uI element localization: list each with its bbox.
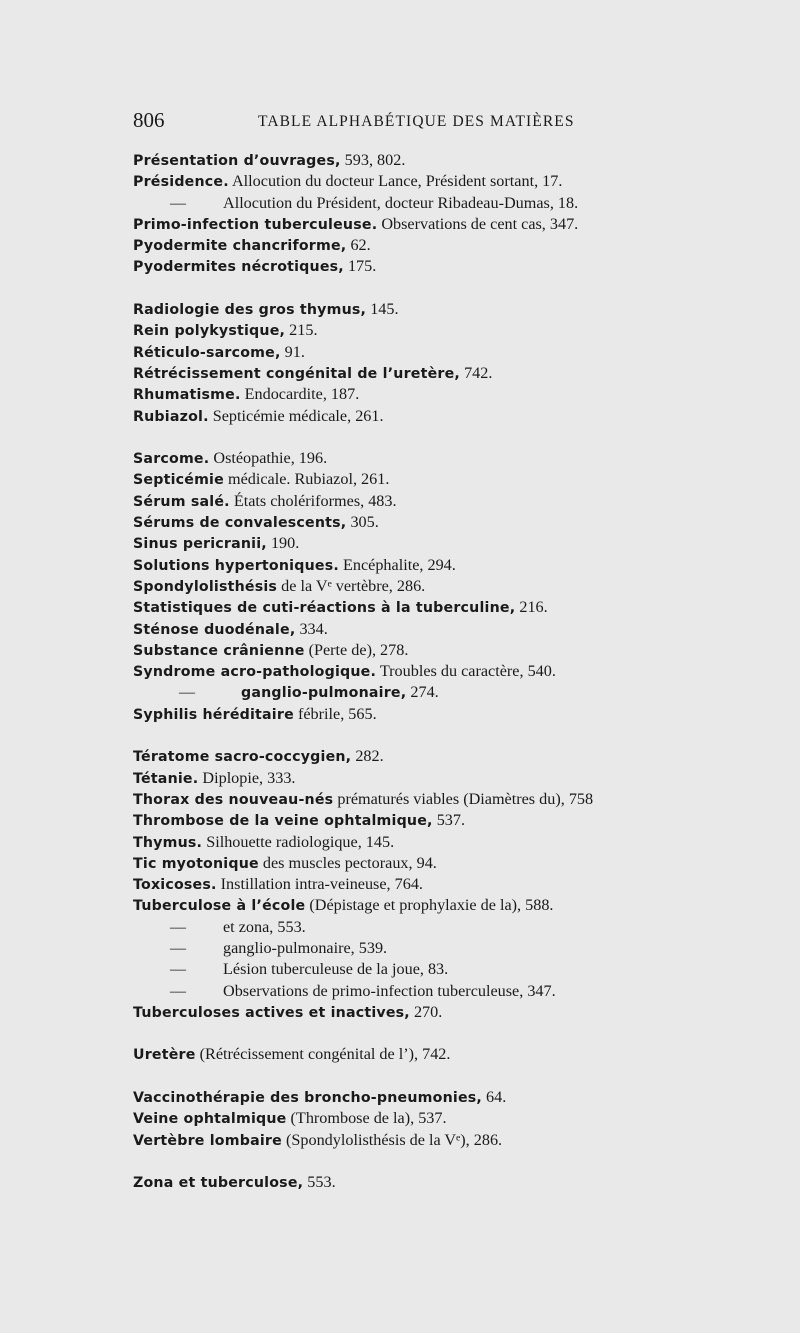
entry-text: 64. <box>482 1088 507 1107</box>
entry-text: Lésion tuberculeuse de la joue, 83. <box>223 960 449 979</box>
entry-text: 91. <box>280 342 305 361</box>
index-entry <box>133 406 773 427</box>
index-entry <box>133 1044 773 1065</box>
entry-heading: Vertèbre lombaire <box>133 1132 282 1149</box>
entry-heading: Spondylolisthésis <box>133 578 278 595</box>
ditto-dash: — <box>170 982 186 1000</box>
entry-heading: Thorax des nouveau-nés <box>133 791 334 808</box>
entry-heading: Sarcome. <box>133 451 210 468</box>
entry-heading: Pyodermites nécrotiques, <box>133 259 344 276</box>
index-entry <box>133 171 773 192</box>
entry-text: États cholériformes, 483. <box>229 491 397 510</box>
entry-heading: Veine ophtalmique <box>133 1111 287 1128</box>
index-entry <box>133 768 773 789</box>
entry-heading: Sérum salé. <box>133 493 230 510</box>
index-entry <box>133 1108 773 1129</box>
index-entry <box>133 597 773 618</box>
index-entry <box>133 299 773 320</box>
entry-text: Encéphalite, 294. <box>338 555 456 574</box>
page-header <box>133 108 693 138</box>
entry-heading: Rhumatisme. <box>133 387 241 404</box>
index-entry <box>133 512 773 533</box>
entry-text: médicale. Rubiazol, 261. <box>223 470 390 489</box>
ditto-dash: — <box>170 939 186 957</box>
entry-heading: Tétanie. <box>133 770 199 787</box>
index-entry <box>133 214 773 235</box>
section-gap <box>133 725 773 746</box>
entry-heading: Tic myotonique <box>133 855 259 872</box>
section-gap <box>133 278 773 299</box>
entry-text: des muscles pectoraux, 94. <box>258 853 437 872</box>
entry-text: 216. <box>515 598 548 617</box>
index-entry <box>133 832 773 853</box>
entry-text: 553. <box>303 1173 336 1192</box>
entry-heading: Tuberculose à l’école <box>133 898 306 915</box>
index-entry <box>133 150 773 171</box>
index-entry <box>133 576 773 597</box>
entry-heading: Tératome sacro-coccygien, <box>133 749 352 766</box>
index-entry <box>133 555 773 576</box>
entry-heading: Uretère <box>133 1047 196 1064</box>
entry-text: 593, 802. <box>340 151 406 169</box>
ditto-dash: — <box>179 684 195 702</box>
entry-text: Observations de cent cas, 347. <box>377 214 579 233</box>
entry-text: 190. <box>266 534 300 553</box>
entry-heading: Syndrome acro-pathologique. <box>133 664 377 681</box>
entry-text: 215. <box>285 321 318 340</box>
entry-heading: Sténose duodénale, <box>133 621 296 638</box>
index-entry <box>133 1130 773 1151</box>
entry-heading: Rein polykystique, <box>133 323 286 340</box>
index-entry <box>133 682 773 703</box>
entry-text: de la Vᵉ vertèbre, 286. <box>277 576 426 595</box>
entry-heading: Substance crânienne <box>133 642 305 659</box>
entry-heading: Réticulo-sarcome, <box>133 344 281 361</box>
entry-text: 282. <box>351 747 384 766</box>
index-entry <box>133 789 773 810</box>
entry-heading: Syphilis héréditaire <box>133 706 294 723</box>
entry-text: Instillation intra-veineuse, 764. <box>216 875 423 894</box>
index-entry <box>133 640 773 661</box>
ditto-dash: — <box>170 194 186 212</box>
entry-heading: Radiologie des gros thymus, <box>133 302 367 319</box>
index-entry <box>133 661 773 682</box>
entry-heading: Présidence. <box>133 174 229 191</box>
entry-heading: Statistiques de cuti-réactions à la tuberculine, <box>133 600 516 617</box>
index-entry <box>133 895 773 916</box>
index-entry <box>133 256 773 277</box>
entry-text: Allocution du docteur Lance, Président sortant, 17. <box>228 172 563 191</box>
index-entry <box>133 1087 773 1108</box>
index-entry <box>133 1172 773 1193</box>
index-entry <box>133 619 773 640</box>
entry-text: (Perte de), 278. <box>304 640 409 659</box>
index-entry <box>133 469 773 490</box>
page-number: 806 <box>133 108 165 132</box>
entry-text: Diplopie, 333. <box>198 768 296 787</box>
entry-text: Septicémie médicale, 261. <box>208 406 384 425</box>
entry-text: Allocution du Président, docteur Ribadeau-Dumas, 18. <box>223 193 579 212</box>
index-entry <box>133 235 773 256</box>
entry-text: (Spondylolisthésis de la Vᵉ), 286. <box>281 1130 503 1149</box>
entry-text: 62. <box>346 236 371 255</box>
entry-heading: Thymus. <box>133 834 203 851</box>
entry-text: 537. <box>432 811 466 830</box>
entry-text: Ostéopathie, 196. <box>209 449 328 468</box>
entry-text: 270. <box>409 1002 443 1021</box>
index-entry <box>133 320 773 341</box>
entry-heading: Zona et tuberculose, <box>133 1175 304 1192</box>
entry-heading: Thrombose de la veine ophtalmique, <box>133 813 433 830</box>
section-gap <box>133 1066 773 1087</box>
entry-text: Silhouette radiologique, 145. <box>202 832 395 851</box>
entry-text: et zona, 553. <box>223 917 306 936</box>
index-list <box>133 150 773 1194</box>
section-gap <box>133 1023 773 1044</box>
index-entry <box>133 810 773 831</box>
index-entry <box>133 448 773 469</box>
entry-text: 742. <box>460 363 493 382</box>
entry-heading: Tuberculoses actives et inactives, <box>133 1004 410 1021</box>
entry-text: prématurés viables (Diamètres du), 758 <box>333 789 594 808</box>
index-entry <box>133 874 773 895</box>
entry-heading: Vaccinothérapie des broncho-pneumonies, <box>133 1090 482 1107</box>
index-entry <box>133 1002 773 1023</box>
section-gap <box>133 1151 773 1172</box>
index-entry <box>133 853 773 874</box>
index-entry <box>133 193 773 214</box>
running-title: TABLE ALPHABÉTIQUE DES MATIÈRES <box>258 113 575 130</box>
entry-text: 305. <box>346 513 379 532</box>
section-gap <box>133 427 773 448</box>
entry-heading: Rubiazol. <box>133 408 209 425</box>
index-entry <box>133 533 773 554</box>
entry-heading: Septicémie <box>133 472 224 489</box>
entry-heading: Toxicoses. <box>133 877 217 894</box>
entry-heading: Sinus pericranii, <box>133 536 267 553</box>
entry-text: 145. <box>366 300 399 319</box>
entry-text: 274. <box>406 683 439 702</box>
entry-text: 175. <box>343 257 377 276</box>
ditto-dash: — <box>170 961 186 979</box>
entry-heading: Présentation d’ouvrages, <box>133 153 341 169</box>
index-entry <box>133 363 773 384</box>
index-entry <box>133 938 773 959</box>
entry-text: ganglio-pulmonaire, 539. <box>223 938 388 957</box>
index-entry <box>133 917 773 938</box>
index-entry <box>133 981 773 1002</box>
index-entry <box>133 491 773 512</box>
entry-text: Troubles du caractère, 540. <box>376 662 556 681</box>
entry-text: fébrile, 565. <box>293 704 377 723</box>
entry-heading: Pyodermite chancriforme, <box>133 238 347 255</box>
index-entry <box>133 342 773 363</box>
entry-text: Endocardite, 187. <box>240 385 360 404</box>
entry-heading: Rétrécissement congénital de l’uretère, <box>133 365 461 382</box>
entry-text: 334. <box>295 619 328 638</box>
index-entry <box>133 959 773 980</box>
entry-heading: ganglio-pulmonaire, <box>241 685 407 702</box>
entry-heading: Sérums de convalescents, <box>133 515 347 532</box>
index-entry <box>133 746 773 767</box>
entry-text: Observations de primo-infection tuberculeuse, 347. <box>223 981 556 1000</box>
entry-text: (Rétrécissement congénital de l’), 742. <box>195 1045 451 1064</box>
entry-text: (Thrombose de la), 537. <box>286 1109 447 1128</box>
index-entry <box>133 704 773 725</box>
entry-heading: Solutions hypertoniques. <box>133 557 339 574</box>
index-entry <box>133 384 773 405</box>
entry-heading: Primo-infection tuberculeuse. <box>133 216 378 233</box>
ditto-dash: — <box>170 918 186 936</box>
entry-text: (Dépistage et prophylaxie de la), 588. <box>305 896 554 915</box>
